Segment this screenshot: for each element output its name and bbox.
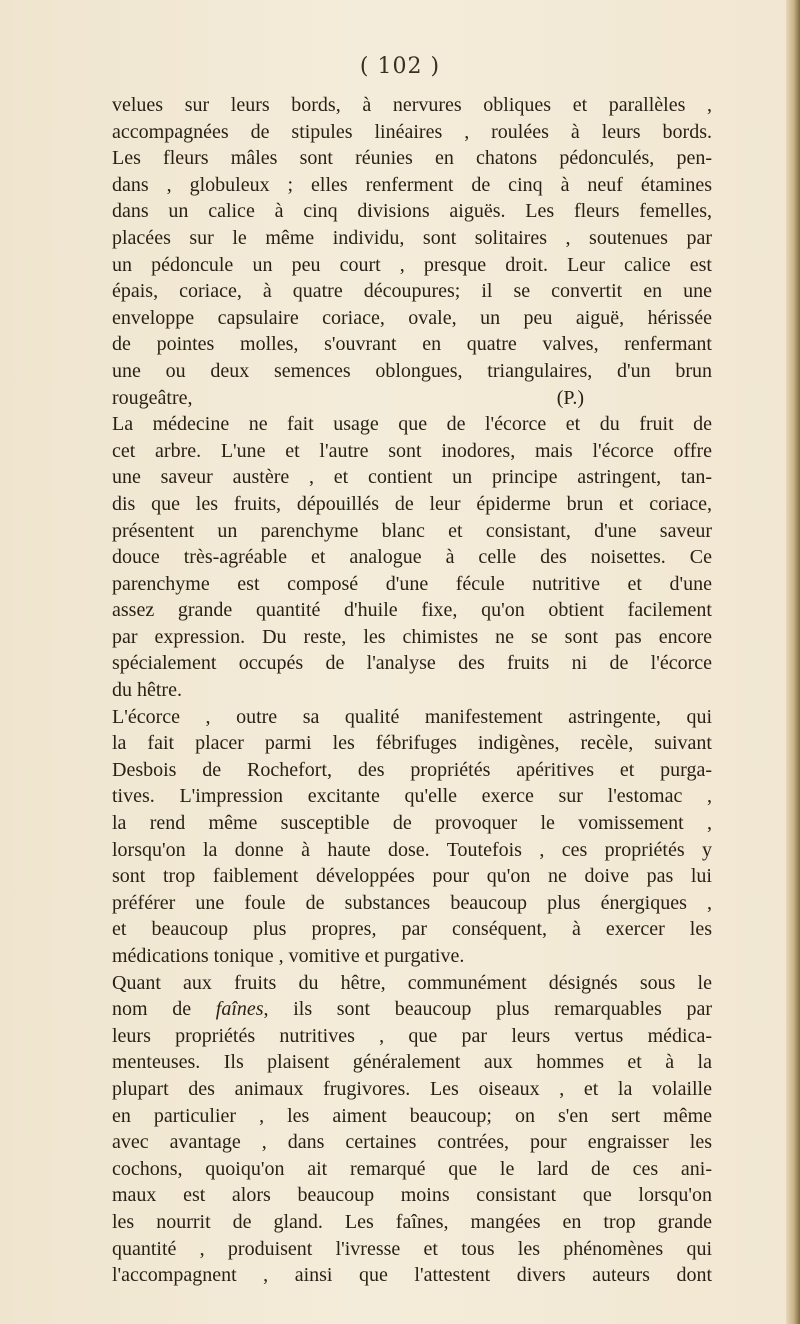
author-tag: (P.) — [556, 386, 584, 409]
text-line — [112, 996, 712, 1023]
text-line: une saveur austère , et contient un principe astringent, tan- — [112, 466, 712, 489]
text-line: Desbois de Rochefort, des propriétés apéritives et purga- — [112, 758, 712, 781]
text-line: plupart des animaux frugivores. Les oiseaux , et la volaille — [112, 1077, 712, 1100]
text-line: de pointes molles, s'ouvrant en quatre valves, renfermant — [112, 333, 712, 356]
text-line: par expression. Du reste, les chimistes ne se sont pas encore — [112, 625, 712, 648]
text-line-last: du hêtre. — [112, 679, 182, 702]
body-text — [112, 92, 712, 1289]
text-line: une ou deux semences oblongues, triangulaires, d'un brun — [112, 359, 712, 382]
text-line-last — [112, 385, 712, 412]
text-fragment: , ils sont beaucoup plus remarquables par — [263, 998, 712, 1021]
text-line: Les fleurs mâles sont réunies en chatons pédonculés, pen- — [112, 147, 712, 170]
paragraph-3 — [112, 704, 712, 970]
text-line: préférer une foule de substances beaucoup plus énergiques , — [112, 891, 712, 914]
text-line: sont trop faiblement développées pour qu'on ne doive pas lui — [112, 865, 712, 888]
page-edge — [786, 0, 800, 1324]
text-line: épais, coriace, à quatre découpures; il se convertit en une — [112, 280, 712, 303]
text-line: leurs propriétés nutritives , que par leurs vertus médica- — [112, 1024, 712, 1047]
text-line: cochons, quoiqu'on ait remarqué que le lard de ces ani- — [112, 1157, 712, 1180]
text-line: la rend même susceptible de provoquer le vomissement , — [112, 812, 712, 835]
text-line: dans , globuleux ; elles renferment de cinq à neuf étamines — [112, 173, 712, 196]
text-line: et beaucoup plus propres, par conséquent, à exercer les — [112, 918, 712, 941]
text-line: la fait placer parmi les fébrifuges indigènes, recèle, suivant — [112, 732, 712, 755]
text-line-last: médications tonique , vomitive et purgative. — [112, 945, 465, 967]
text-line: velues sur leurs bords, à nervures obliques et parallèles , — [112, 94, 712, 116]
text-line: Quant aux fruits du hêtre, communément désignés sous le — [112, 971, 712, 994]
text-line: parenchyme est composé d'une fécule nutritive et d'une — [112, 572, 712, 595]
paragraph-1 — [112, 92, 712, 411]
text-line: maux est alors beaucoup moins consistant que lorsqu'on — [112, 1184, 712, 1207]
text-line: quantité , produisent l'ivresse et tous les phénomènes qui — [112, 1237, 712, 1260]
page-number: ( 102 ) — [359, 54, 441, 79]
paragraph-2 — [112, 411, 712, 704]
text-line: tives. L'impression excitante qu'elle exerce sur l'estomac , — [112, 785, 712, 808]
text-line: La médecine ne fait usage que de l'écorce et du fruit de — [112, 413, 712, 436]
text-line: douce très-agréable et analogue à celle des noisettes. Ce — [112, 546, 712, 569]
text-line: assez grande quantité d'huile fixe, qu'on obtient facilement — [112, 599, 712, 622]
text-line: spécialement occupés de l'analyse des fruits ni de l'écorce — [112, 652, 712, 675]
text-line: un pédoncule un peu court , presque droit. Leur calice est — [112, 253, 712, 276]
text-line: lorsqu'on la donne à haute dose. Toutefois , ces propriétés y — [112, 838, 712, 861]
text-line: les nourrit de gland. Les faînes, mangées en trop grande — [112, 1210, 712, 1233]
text-fragment: rougeâtre, — [112, 386, 193, 409]
italic-term: faînes — [215, 998, 264, 1021]
text-line: dis que les fruits, dépouillés de leur épiderme brun et coriace, — [112, 492, 712, 515]
text-line: en particulier , les aiment beaucoup; on s'en sert même — [112, 1104, 712, 1127]
paragraph-4 — [112, 970, 712, 1289]
text-line: accompagnées de stipules linéaires , roulées à leurs bords. — [112, 120, 712, 143]
text-line: l'accompagnent , ainsi que l'attestent divers auteurs dont — [112, 1264, 712, 1287]
text-fragment: nom de — [112, 998, 216, 1021]
text-line: enveloppe capsulaire coriace, ovale, un peu aiguë, hérissée — [112, 306, 712, 329]
text-line: cet arbre. L'une et l'autre sont inodores, mais l'écorce offre — [112, 439, 712, 462]
text-line: présentent un parenchyme blanc et consistant, d'une saveur — [112, 519, 712, 542]
text-line: placées sur le même individu, sont solitaires , soutenues par — [112, 226, 712, 249]
text-line: dans un calice à cinq divisions aiguës. Les fleurs femelles, — [112, 200, 712, 223]
text-line: L'écorce , outre sa qualité manifestement astringente, qui — [112, 705, 712, 728]
text-line: avec avantage , dans certaines contrées, pour engraisser les — [112, 1131, 712, 1154]
text-line: menteuses. Ils plaisent généralement aux hommes et à la — [112, 1051, 712, 1074]
